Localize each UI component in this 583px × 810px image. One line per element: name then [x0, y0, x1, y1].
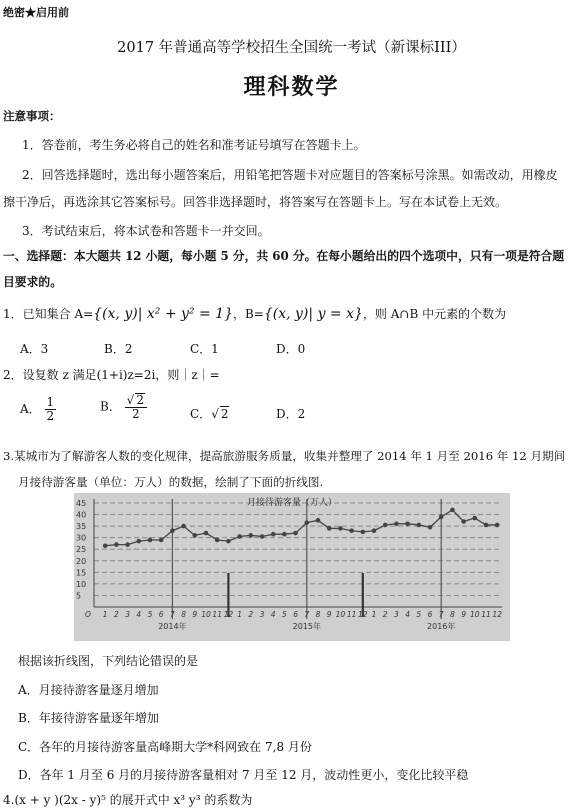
data-point: [461, 519, 466, 524]
data-point: [249, 533, 254, 538]
chart-title: 月接待游客量（万人）: [246, 498, 338, 508]
data-point: [361, 530, 366, 535]
question-2-stem: 2．设复数 z 满足(1+i)z=2i，则｜z｜=: [3, 368, 220, 382]
x-tick-label: 2: [382, 610, 388, 619]
y-tick-label: 40: [76, 510, 87, 520]
x-tick-label: 3: [259, 610, 265, 619]
x-tick-label: 1: [371, 610, 377, 619]
y-tick-label: 5: [76, 591, 82, 601]
x-tick-label: 6: [158, 610, 164, 619]
question-3-line-1: 3.某城市为了解游客人数的变化规律，提高旅游服务质量，收集并整理了 2014 年 1 月至 2016 年 12 月期间: [3, 449, 566, 463]
q2-option-b-radicand: 2: [136, 393, 144, 407]
q1-suffix: ，则 A∩B 中元素的个数为: [362, 307, 507, 321]
exam-title: 2017 年普通高等学校招生全国统一考试（新课标III）: [117, 40, 466, 56]
x-tick-label: 3: [394, 610, 399, 619]
x-tick-label: 12: [358, 610, 368, 619]
q2-option-c-label: C．: [190, 407, 212, 421]
x-tick-label: 4: [270, 610, 276, 619]
q2-option-b-den: 2: [131, 407, 140, 422]
data-point: [450, 508, 455, 513]
x-tick-label: 8: [181, 610, 186, 619]
y-tick-label: 25: [76, 545, 87, 555]
data-point: [282, 532, 287, 537]
q2-option-a-den: 2: [46, 409, 55, 424]
data-point: [394, 522, 399, 527]
x-tick-label: 10: [201, 610, 211, 619]
x-tick-label: 7: [304, 610, 310, 619]
x-tick-label: 11: [481, 610, 491, 619]
data-point: [125, 542, 130, 547]
x-tick-label: 9: [192, 610, 198, 619]
data-point: [271, 532, 276, 537]
tourist-line-chart: [74, 493, 510, 641]
q3-option-a: A．月接待游客量逐月增加: [18, 683, 159, 697]
subject-title: 理科数学: [243, 75, 340, 100]
data-point: [473, 516, 478, 521]
x-tick-label: 10: [335, 610, 346, 619]
year-label: 2014年: [158, 622, 187, 631]
data-point: [338, 526, 343, 531]
x-tick-label: 8: [450, 610, 455, 619]
data-point: [226, 539, 231, 544]
data-point: [204, 531, 209, 536]
data-point: [383, 523, 388, 528]
note-item-3: 3．考试结束后，将本试卷和答题卡一并交回。: [22, 224, 270, 238]
data-point: [428, 525, 433, 530]
question-3-prompt: 根据该折线图，下列结论错误的是: [18, 654, 199, 668]
x-tick-label: 3: [125, 610, 130, 619]
year-label: 2015年: [292, 622, 321, 631]
x-tick-label: 12: [223, 610, 234, 619]
data-point: [495, 523, 500, 528]
q3-option-d: D．各年 1 月至 6 月的月接待游客量相对 7 月至 12 月，波动性更小，变化比较平稳: [18, 768, 469, 782]
data-point: [417, 523, 422, 528]
q2-option-b-label: B．: [100, 399, 121, 414]
data-point: [181, 524, 186, 529]
y-tick-label: 20: [76, 556, 87, 566]
data-point: [372, 528, 377, 533]
chart-svg: [74, 493, 510, 641]
x-tick-label: 11: [212, 610, 222, 619]
data-point: [114, 542, 119, 547]
x-tick-label: 4: [136, 610, 142, 619]
x-tick-label: 1: [102, 610, 108, 619]
x-tick-label: 6: [293, 610, 298, 619]
data-point: [237, 534, 242, 539]
x-tick-label: 6: [427, 610, 433, 619]
q1-option-b: B．2: [104, 342, 133, 356]
q2-option-c: C．√ 2: [190, 407, 229, 421]
data-point: [148, 538, 153, 543]
q1-option-d: D．0: [276, 342, 306, 356]
question-3-line-2: 月接待游客量（单位：万人）的数据，绘制了下面的折线图.: [18, 475, 324, 489]
data-point: [316, 518, 321, 523]
x-tick-label: 7: [170, 610, 175, 619]
x-tick-label: 9: [326, 610, 332, 619]
data-point: [159, 538, 164, 543]
data-point: [215, 538, 220, 543]
data-point: [260, 534, 265, 539]
secret-label: 绝密★启用前: [3, 6, 69, 19]
series-line: [105, 510, 497, 546]
q1-mid: ，B=: [232, 307, 264, 321]
q2-option-a-label: A．: [20, 402, 41, 417]
note-item-1: 1．答卷前，考生务必将自己的姓名和准考证号填写在答题卡上。: [22, 138, 366, 152]
x-tick-label: 2: [114, 610, 119, 619]
x-tick-label: 7: [438, 610, 444, 619]
data-point: [305, 520, 310, 525]
data-point: [170, 528, 175, 533]
q1-prefix: 1．已知集合 A=: [3, 307, 94, 321]
x-tick-label: 12: [492, 610, 502, 619]
q1-set-b: {(x, y)| y = x}: [263, 306, 363, 322]
x-tick-label: 2: [248, 610, 254, 619]
q2-option-b: B． $\frac{√ 2}{2}$: [100, 393, 147, 421]
y-tick-label: 15: [76, 568, 87, 578]
y-tick-label: 10: [76, 579, 87, 589]
data-point: [405, 522, 410, 527]
x-tick-label: 4: [405, 610, 410, 619]
y-tick-label: 30: [76, 533, 87, 543]
q2-option-a-num: 1: [46, 395, 55, 409]
q2-option-c-radicand: 2: [220, 407, 229, 421]
x-tick-label: 5: [147, 610, 153, 619]
data-point: [293, 531, 298, 536]
q1-set-a: {(x, y)| x² + y² = 1}: [93, 306, 233, 322]
question-4-stem: 4.(x + y )(2x - y)⁵ 的展开式中 x³ y³ 的系数为: [3, 793, 253, 807]
data-point: [137, 539, 142, 544]
x-tick-label: 5: [282, 610, 287, 619]
x-tick-label: 5: [416, 610, 422, 619]
q3-option-b: B．年接待游客量逐年增加: [18, 711, 159, 725]
data-point: [103, 543, 108, 548]
data-point: [439, 515, 444, 520]
q3-option-c: C．各年的月接待游客量高峰期大学*科网致在 7,8 月份: [18, 740, 312, 754]
question-1-stem: [3, 305, 506, 322]
x-tick-label: 9: [461, 610, 466, 619]
x-tick-label: 11: [346, 610, 357, 619]
x-tick-label: 10: [470, 610, 480, 619]
data-point: [327, 526, 332, 531]
data-point: [484, 523, 489, 528]
x-tick-label: 1: [237, 610, 242, 619]
y-tick-label: 45: [76, 499, 87, 508]
q2-option-a: [20, 396, 56, 423]
data-point: [349, 528, 354, 533]
x-tick-label: O: [85, 610, 91, 619]
data-point: [193, 533, 198, 538]
y-tick-label: 35: [76, 522, 87, 532]
q1-option-c: C．1: [190, 342, 219, 356]
section-heading: 一、选择题：本大题共 12 小题，每小题 5 分，共 60 分。在每小题给出的四个选项中，只有一项是符合题: [3, 249, 565, 263]
note-item-2-cont: 擦干净后，再选涂其它答案标号。回答非选择题时，将答案写在答题卡上。写在本试卷上无效。: [3, 195, 508, 209]
q2-option-d: D．2: [276, 407, 306, 421]
section-heading-cont: 目要求的。: [3, 275, 62, 289]
year-label: 2016年: [427, 622, 456, 631]
q1-option-a: A．3: [20, 342, 49, 356]
note-item-2: 2．回答选择题时，选出每小题答案后，用铅笔把答题卡对应题目的答案标号涂黑。如需改动，用橡皮: [22, 168, 558, 182]
notes-heading: 注意事项：: [3, 109, 61, 123]
x-tick-label: 8: [315, 610, 321, 619]
